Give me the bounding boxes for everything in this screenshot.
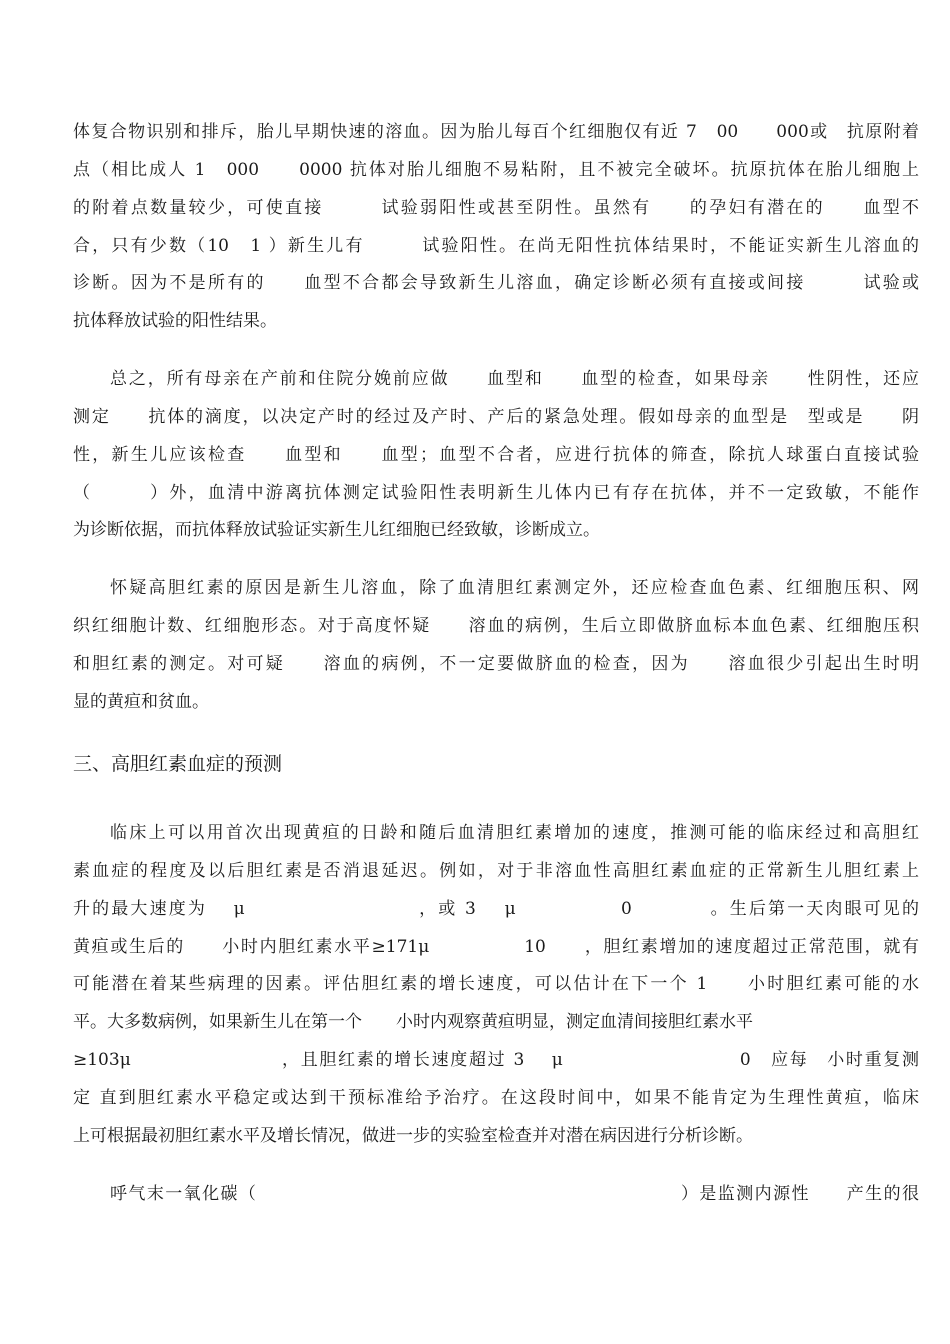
text-line: 总之，所有母亲在产前和住院分娩前应做 血型和 血型的检查，如果母亲 性阴性，还应 bbox=[110, 369, 919, 389]
text-line: 和胆红素的测定。对可疑 溶血的病例，不一定要做脐血的检查，因为 溶血很少引起出生时明 bbox=[73, 654, 919, 674]
text-line: 黄疸或生后的 小时内胆红素水平≥171μ 10 ，胆红素增加的速度超过正常范围，就有 bbox=[73, 937, 919, 957]
text-line: 呼气末一氧化碳（ ）是监测内源性 产生的很 bbox=[110, 1184, 919, 1204]
text-line: （ ）外，血清中游离抗体测定试验阳性表明新生儿体内已有存在抗体，并不一定致敏，不能作 bbox=[73, 483, 919, 503]
text-line: 的附着点数量较少，可使直接 试验弱阳性或甚至阴性。虽然有 的孕妇有潜在的 血型不 bbox=[73, 198, 919, 218]
text-line: 测定 抗体的滴度，以决定产时的经过及产时、产后的紧急处理。假如母亲的血型是 型或是 阴 bbox=[73, 407, 919, 427]
text-line: 点（相比成人 1 000 0000 抗体对胎儿细胞不易粘附，且不被完全破坏。抗原抗体在胎儿细胞上 bbox=[73, 160, 919, 180]
text-line: 平。大多数病例，如果新生儿在第一个 小时内观察黄疸明显，测定血清间接胆红素水平 bbox=[73, 1012, 753, 1032]
text-line: 定 直到胆红素水平稳定或达到干预标准给予治疗。在这段时间中，如果不能肯定为生理性黄疸，临床 bbox=[73, 1088, 919, 1108]
text-line: 性，新生儿应该检查 血型和 血型；血型不合者，应进行抗体的筛查，除抗人球蛋白直接试验 bbox=[73, 445, 919, 465]
text-line: 显的黄疸和贫血。 bbox=[73, 692, 209, 712]
text-line: 织红细胞计数、红细胞形态。对于高度怀疑 溶血的病例，生后立即做脐血标本血色素、红细胞压积 bbox=[73, 616, 919, 636]
text-line: 抗体释放试验的阳性结果。 bbox=[73, 311, 277, 331]
text-line: 怀疑高胆红素的原因是新生儿溶血，除了血清胆红素测定外，还应检查血色素、红细胞压积、网 bbox=[110, 578, 919, 598]
text-line: ≥103μ ，且胆红素的增长速度超过 3 μ 0 应每 小时重复测 bbox=[73, 1050, 919, 1070]
text-line: 上可根据最初胆红素水平及增长情况，做进一步的实验室检查并对潜在病因进行分析诊断。 bbox=[73, 1126, 753, 1146]
text-line: 升的最大速度为 μ ，或 3 μ 0 。生后第一天肉眼可见的 bbox=[73, 899, 919, 919]
text-line: 可能潜在着某些病理的因素。评估胆红素的增长速度，可以估计在下一个 1 小时胆红素可能的水 bbox=[73, 974, 919, 994]
text-line: 为诊断依据，而抗体释放试验证实新生儿红细胞已经致敏，诊断成立。 bbox=[73, 520, 600, 540]
text-line: 合，只有少数（10 1 ）新生儿有 试验阳性。在尚无阳性抗体结果时，不能证实新生儿溶血的 bbox=[73, 236, 919, 256]
text-line: 临床上可以用首次出现黄疸的日龄和随后血清胆红素增加的速度，推测可能的临床经过和高胆红 bbox=[110, 823, 919, 843]
text-line: 诊断。因为不是所有的 血型不合都会导致新生儿溶血，确定诊断必须有直接或间接 试验或 bbox=[73, 273, 919, 293]
section-heading: 三、高胆红素血症的预测 bbox=[73, 753, 283, 775]
text-line: 素血症的程度及以后胆红素是否消退延迟。例如，对于非溶血性高胆红素血症的正常新生儿胆红素上 bbox=[73, 861, 919, 881]
text-line: 体复合物识别和排斥，胎儿早期快速的溶血。因为胎儿每百个红细胞仅有近 7 00 000或 抗原附着 bbox=[73, 122, 919, 142]
